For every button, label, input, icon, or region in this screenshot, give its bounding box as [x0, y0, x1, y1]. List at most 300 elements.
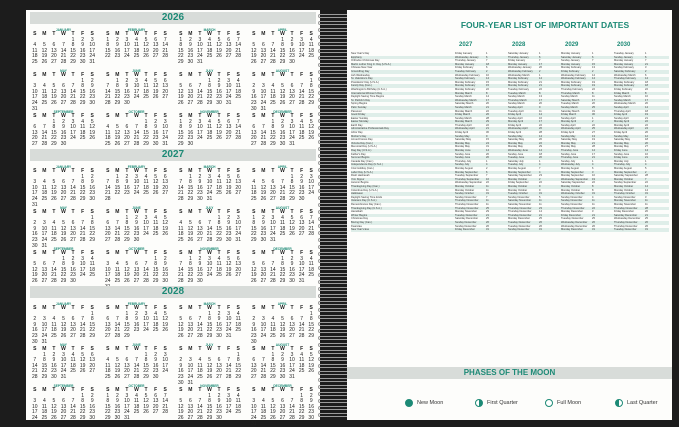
- day-number[interactable]: 20: [70, 231, 76, 238]
- day-number[interactable]: 31: [225, 332, 232, 339]
- day-number[interactable]: 11: [251, 184, 257, 191]
- day-number[interactable]: 27: [152, 53, 159, 60]
- day-number[interactable]: 2: [154, 118, 158, 125]
- day-number[interactable]: 22: [298, 409, 305, 416]
- day-number[interactable]: 17: [133, 184, 140, 191]
- day-number[interactable]: 23: [51, 368, 57, 375]
- day-number[interactable]: 10: [41, 225, 48, 232]
- day-number[interactable]: 25: [260, 414, 267, 421]
- day-number[interactable]: 4: [42, 398, 46, 405]
- day-number[interactable]: 21: [70, 409, 76, 416]
- day-number[interactable]: 1: [125, 214, 129, 221]
- day-number[interactable]: 21: [235, 129, 241, 136]
- day-number[interactable]: 27: [197, 236, 203, 243]
- day-number[interactable]: 18: [152, 321, 159, 328]
- day-number[interactable]: 3: [198, 118, 202, 125]
- day-number[interactable]: 3: [163, 118, 167, 125]
- day-number[interactable]: 16: [216, 88, 222, 95]
- day-number[interactable]: 7: [106, 179, 110, 186]
- day-number[interactable]: 24: [41, 236, 48, 243]
- day-number[interactable]: 25: [41, 195, 48, 202]
- day-number[interactable]: 9: [90, 179, 94, 186]
- day-number[interactable]: 27: [289, 99, 295, 106]
- day-number[interactable]: 5: [115, 124, 119, 131]
- day-number[interactable]: 14: [32, 362, 38, 369]
- day-number[interactable]: 28: [162, 409, 168, 416]
- day-number[interactable]: 27: [51, 58, 57, 65]
- day-number[interactable]: 3: [33, 398, 37, 405]
- day-number[interactable]: 4: [300, 351, 304, 358]
- day-number[interactable]: 23: [260, 231, 267, 238]
- day-number[interactable]: 23: [152, 135, 159, 142]
- day-number[interactable]: 29: [152, 277, 159, 284]
- day-number[interactable]: 16: [260, 225, 267, 232]
- day-number[interactable]: 29: [206, 99, 213, 106]
- day-number[interactable]: 24: [124, 409, 130, 416]
- day-number[interactable]: 1: [236, 351, 240, 358]
- day-number[interactable]: 15: [216, 225, 222, 232]
- day-number[interactable]: 10: [133, 83, 140, 90]
- day-number[interactable]: 17: [298, 266, 305, 273]
- day-number[interactable]: 16: [89, 403, 95, 410]
- day-number[interactable]: 20: [298, 225, 305, 232]
- day-number[interactable]: 4: [208, 36, 211, 43]
- day-number[interactable]: 28: [178, 195, 184, 202]
- day-number[interactable]: 7: [198, 83, 202, 90]
- day-number[interactable]: 15: [270, 362, 276, 369]
- day-number[interactable]: 5: [217, 36, 221, 43]
- day-number[interactable]: 6: [106, 220, 110, 227]
- day-number[interactable]: 29: [289, 195, 295, 202]
- day-number[interactable]: 15: [206, 88, 213, 95]
- day-number[interactable]: 8: [125, 220, 129, 227]
- day-number[interactable]: 19: [143, 403, 149, 410]
- day-number[interactable]: 14: [70, 184, 76, 191]
- day-number[interactable]: 5: [179, 316, 183, 323]
- day-number[interactable]: 16: [251, 327, 257, 334]
- day-number[interactable]: 20: [162, 88, 168, 95]
- day-number[interactable]: 2: [281, 118, 284, 125]
- day-number[interactable]: 1: [208, 310, 211, 317]
- day-number[interactable]: 11: [216, 261, 222, 268]
- day-number[interactable]: 21: [133, 135, 140, 142]
- day-number[interactable]: 22: [70, 53, 76, 60]
- day-number[interactable]: 22: [251, 231, 257, 238]
- day-number[interactable]: 3: [300, 255, 304, 262]
- day-number[interactable]: 3: [163, 351, 167, 358]
- day-number[interactable]: 10: [225, 83, 232, 90]
- day-number[interactable]: 20: [89, 362, 95, 369]
- day-number[interactable]: 3: [90, 36, 94, 43]
- day-number[interactable]: 30: [187, 140, 194, 147]
- day-number[interactable]: 5: [271, 398, 275, 405]
- day-number[interactable]: 9: [115, 42, 119, 49]
- day-number[interactable]: 11: [206, 42, 213, 49]
- day-number[interactable]: 22: [51, 135, 57, 142]
- day-number[interactable]: 5: [115, 357, 119, 364]
- day-number[interactable]: 7: [208, 220, 211, 227]
- day-number[interactable]: 22: [187, 190, 194, 197]
- day-number[interactable]: 6: [252, 124, 256, 131]
- day-number[interactable]: 14: [197, 403, 203, 410]
- day-number[interactable]: 13: [225, 42, 232, 49]
- day-number[interactable]: 22: [152, 272, 159, 279]
- day-number[interactable]: 28: [235, 135, 241, 142]
- day-number[interactable]: 7: [300, 316, 304, 323]
- day-number[interactable]: 9: [281, 124, 284, 131]
- day-number[interactable]: 1: [252, 214, 256, 221]
- day-number[interactable]: 23: [114, 53, 121, 60]
- day-number[interactable]: 26: [41, 58, 48, 65]
- day-number[interactable]: 19: [279, 327, 286, 334]
- day-number[interactable]: 27: [162, 94, 168, 101]
- day-number[interactable]: 19: [162, 321, 168, 328]
- day-number[interactable]: 9: [281, 357, 284, 364]
- day-number[interactable]: 25: [89, 272, 95, 279]
- day-number[interactable]: 21: [197, 94, 203, 101]
- day-number[interactable]: 12: [206, 362, 213, 369]
- day-number[interactable]: 22: [114, 190, 121, 197]
- day-number[interactable]: 8: [236, 357, 240, 364]
- day-number[interactable]: 2: [115, 36, 119, 43]
- day-number[interactable]: 13: [216, 362, 222, 369]
- day-number[interactable]: 16: [187, 129, 194, 136]
- day-number[interactable]: 28: [270, 277, 276, 284]
- day-number[interactable]: 23: [187, 135, 194, 142]
- day-number[interactable]: 10: [60, 357, 67, 364]
- day-number[interactable]: 28: [51, 277, 57, 284]
- day-number[interactable]: 4: [42, 179, 46, 186]
- day-number[interactable]: 20: [41, 272, 48, 279]
- day-number[interactable]: 25: [178, 236, 184, 243]
- day-number[interactable]: 16: [225, 225, 232, 232]
- day-number[interactable]: 10: [162, 357, 168, 364]
- day-number[interactable]: 17: [162, 362, 168, 369]
- day-number[interactable]: 17: [308, 184, 314, 191]
- day-number[interactable]: 8: [271, 357, 275, 364]
- day-number[interactable]: 16: [197, 184, 203, 191]
- day-number[interactable]: 9: [125, 179, 129, 186]
- day-number[interactable]: 23: [216, 327, 222, 334]
- day-number[interactable]: 7: [198, 398, 202, 405]
- day-number[interactable]: 29: [51, 140, 57, 147]
- day-number[interactable]: 25: [70, 368, 76, 375]
- day-number[interactable]: 5: [90, 118, 94, 125]
- day-number[interactable]: 8: [144, 124, 148, 131]
- day-number[interactable]: 24: [124, 53, 130, 60]
- day-number[interactable]: 11: [70, 357, 76, 364]
- day-number[interactable]: 6: [290, 316, 294, 323]
- day-number[interactable]: 26: [279, 332, 286, 339]
- day-number[interactable]: 2: [188, 36, 192, 43]
- day-number[interactable]: 29: [41, 373, 48, 380]
- day-number[interactable]: 12: [178, 321, 184, 328]
- day-number[interactable]: 11: [32, 47, 38, 54]
- day-number[interactable]: 27: [60, 414, 67, 421]
- day-number[interactable]: 24: [79, 272, 86, 279]
- day-number[interactable]: 30: [197, 195, 203, 202]
- day-number[interactable]: 10: [32, 184, 38, 191]
- day-number[interactable]: 6: [42, 261, 46, 268]
- day-number[interactable]: 22: [178, 135, 184, 142]
- day-number[interactable]: 10: [70, 124, 76, 131]
- day-number[interactable]: 24: [235, 231, 241, 238]
- day-number[interactable]: 3: [261, 316, 265, 323]
- day-number[interactable]: 11: [153, 220, 159, 227]
- day-number[interactable]: 4: [236, 392, 240, 399]
- day-number[interactable]: 22: [41, 368, 48, 375]
- day-number[interactable]: 2: [135, 214, 138, 221]
- day-number[interactable]: 25: [105, 373, 111, 380]
- day-number[interactable]: 23: [279, 135, 286, 142]
- day-number[interactable]: 20: [260, 53, 267, 60]
- day-number[interactable]: 1: [208, 77, 211, 84]
- day-number[interactable]: 3: [106, 261, 110, 268]
- day-number[interactable]: 20: [225, 47, 232, 54]
- day-number[interactable]: 24: [289, 135, 295, 142]
- day-number[interactable]: 21: [197, 409, 203, 416]
- day-number[interactable]: 6: [62, 398, 65, 405]
- day-number[interactable]: 21: [206, 231, 213, 238]
- day-number[interactable]: 14: [197, 88, 203, 95]
- day-number[interactable]: 20: [124, 368, 130, 375]
- day-number[interactable]: 22: [79, 409, 86, 416]
- day-number[interactable]: 26: [225, 190, 232, 197]
- day-number[interactable]: 24: [162, 368, 168, 375]
- day-number[interactable]: 26: [251, 277, 257, 284]
- day-number[interactable]: 14: [133, 129, 140, 136]
- day-number[interactable]: 2: [62, 118, 65, 125]
- day-number[interactable]: 2: [290, 36, 294, 43]
- day-number[interactable]: 13: [289, 88, 295, 95]
- day-number[interactable]: 1: [115, 77, 119, 84]
- day-number[interactable]: 31: [32, 105, 38, 110]
- day-number[interactable]: 6: [217, 357, 221, 364]
- day-number[interactable]: 30: [216, 99, 222, 106]
- day-number[interactable]: 8: [208, 83, 211, 90]
- day-number[interactable]: 7: [62, 42, 65, 49]
- day-number[interactable]: 28: [260, 373, 267, 380]
- day-number[interactable]: 7: [115, 316, 119, 323]
- day-number[interactable]: 11: [235, 83, 241, 90]
- day-number[interactable]: 14: [162, 42, 168, 49]
- day-number[interactable]: 7: [300, 83, 304, 90]
- day-number[interactable]: 29: [178, 140, 184, 147]
- day-number[interactable]: 7: [163, 392, 167, 399]
- day-number[interactable]: 14: [235, 42, 241, 49]
- day-number[interactable]: 30: [298, 195, 305, 202]
- day-number[interactable]: 8: [179, 124, 183, 131]
- day-number[interactable]: 8: [208, 398, 211, 405]
- day-number[interactable]: 1: [106, 36, 110, 43]
- day-number[interactable]: 15: [187, 184, 194, 191]
- day-number[interactable]: 22: [216, 231, 222, 238]
- day-number[interactable]: 6: [236, 173, 240, 180]
- day-number[interactable]: 2: [309, 392, 313, 399]
- day-number[interactable]: 8: [115, 83, 119, 90]
- day-number[interactable]: 2: [71, 255, 75, 262]
- day-number[interactable]: 18: [41, 190, 48, 197]
- day-number[interactable]: 7: [236, 118, 240, 125]
- day-number[interactable]: 17: [289, 362, 295, 369]
- day-number[interactable]: 18: [51, 327, 57, 334]
- day-number[interactable]: 10: [133, 179, 140, 186]
- day-number[interactable]: 20: [70, 327, 76, 334]
- day-number[interactable]: 19: [143, 47, 149, 54]
- day-number[interactable]: 27: [289, 332, 295, 339]
- day-number[interactable]: 23: [308, 409, 314, 416]
- day-number[interactable]: 25: [216, 190, 222, 197]
- day-number[interactable]: 7: [42, 124, 46, 131]
- day-number[interactable]: 12: [162, 220, 168, 227]
- day-number[interactable]: 10: [124, 42, 130, 49]
- day-number[interactable]: 20: [124, 135, 130, 142]
- day-number[interactable]: 21: [70, 94, 76, 101]
- day-number[interactable]: 24: [225, 94, 232, 101]
- day-number[interactable]: 29: [279, 277, 286, 284]
- day-number[interactable]: 5: [188, 220, 192, 227]
- day-number[interactable]: 9: [71, 261, 75, 268]
- day-number[interactable]: 21: [162, 47, 168, 54]
- day-number[interactable]: 3: [208, 173, 211, 180]
- day-number[interactable]: 2: [261, 214, 265, 221]
- day-number[interactable]: 3: [125, 36, 129, 43]
- day-number[interactable]: 27: [298, 231, 305, 238]
- day-number[interactable]: 5: [33, 261, 37, 268]
- day-number[interactable]: 10: [298, 261, 305, 268]
- day-number[interactable]: 23: [133, 231, 140, 238]
- day-number[interactable]: 26: [260, 195, 267, 202]
- day-number[interactable]: 18: [105, 135, 111, 142]
- day-number[interactable]: 13: [60, 403, 67, 410]
- day-number[interactable]: 9: [90, 83, 94, 90]
- day-number[interactable]: 11: [41, 88, 47, 95]
- day-number[interactable]: 3: [135, 77, 138, 84]
- day-number[interactable]: 24: [32, 99, 38, 106]
- day-number[interactable]: 13: [187, 88, 194, 95]
- day-number[interactable]: 16: [133, 225, 140, 232]
- day-number[interactable]: 12: [41, 47, 48, 54]
- day-number[interactable]: 19: [60, 327, 67, 334]
- day-number[interactable]: 7: [71, 179, 75, 186]
- day-number[interactable]: 22: [105, 53, 111, 60]
- day-number[interactable]: 15: [308, 88, 314, 95]
- day-number[interactable]: 3: [33, 83, 37, 90]
- day-number[interactable]: 22: [308, 94, 314, 101]
- day-number[interactable]: 3: [33, 179, 37, 186]
- day-number[interactable]: 31: [32, 201, 38, 206]
- day-number[interactable]: 26: [279, 99, 286, 106]
- day-number[interactable]: 16: [187, 47, 194, 54]
- day-number[interactable]: 14: [270, 266, 276, 273]
- day-number[interactable]: 20: [60, 409, 67, 416]
- day-number[interactable]: 22: [143, 368, 149, 375]
- day-number[interactable]: 16: [32, 327, 38, 334]
- day-number[interactable]: 24: [225, 327, 232, 334]
- day-number[interactable]: 3: [271, 214, 275, 221]
- day-number[interactable]: 1: [281, 36, 284, 43]
- day-number[interactable]: 4: [300, 118, 304, 125]
- day-number[interactable]: 7: [81, 220, 85, 227]
- day-number[interactable]: 21: [32, 368, 38, 375]
- day-number[interactable]: 16: [114, 47, 121, 54]
- day-number[interactable]: 18: [114, 272, 121, 279]
- day-number[interactable]: 13: [260, 47, 267, 54]
- day-number[interactable]: 1: [179, 36, 183, 43]
- day-number[interactable]: 12: [114, 362, 121, 369]
- day-number[interactable]: 25: [308, 272, 314, 279]
- day-number[interactable]: 9: [62, 124, 65, 131]
- day-number[interactable]: 16: [279, 129, 286, 136]
- day-number[interactable]: 11: [143, 83, 149, 90]
- day-number[interactable]: 29: [308, 332, 314, 339]
- day-number[interactable]: 10: [41, 321, 48, 328]
- day-number[interactable]: 30: [225, 236, 232, 243]
- day-number[interactable]: 26: [187, 236, 194, 243]
- day-number[interactable]: 13: [105, 321, 111, 328]
- day-number[interactable]: 23: [216, 409, 222, 416]
- day-number[interactable]: 27: [260, 277, 267, 284]
- day-number[interactable]: 25: [51, 236, 57, 243]
- day-number[interactable]: 6: [271, 179, 275, 186]
- day-number[interactable]: 3: [300, 36, 304, 43]
- day-number[interactable]: 18: [51, 231, 57, 238]
- day-number[interactable]: 8: [71, 42, 75, 49]
- day-number[interactable]: 12: [32, 266, 38, 273]
- day-number[interactable]: 24: [70, 135, 76, 142]
- day-number[interactable]: 3: [227, 310, 231, 317]
- day-number[interactable]: 13: [270, 184, 276, 191]
- day-number[interactable]: 5: [227, 173, 231, 180]
- day-number[interactable]: 24: [206, 272, 213, 279]
- day-number[interactable]: 25: [51, 332, 57, 339]
- day-number[interactable]: 11: [80, 124, 86, 131]
- day-number[interactable]: 1: [300, 392, 304, 399]
- day-number[interactable]: 23: [152, 368, 159, 375]
- day-number[interactable]: 26: [114, 140, 121, 147]
- day-number[interactable]: 1: [71, 36, 75, 43]
- day-number[interactable]: 29: [279, 58, 286, 65]
- day-number[interactable]: 19: [270, 409, 276, 416]
- day-number[interactable]: 18: [32, 53, 38, 60]
- day-number[interactable]: 9: [252, 88, 256, 95]
- day-number[interactable]: 14: [70, 403, 76, 410]
- day-number[interactable]: 10: [298, 42, 305, 49]
- day-number[interactable]: 24: [308, 190, 314, 197]
- day-number[interactable]: 2: [179, 357, 183, 364]
- day-number[interactable]: 3: [290, 118, 294, 125]
- day-number[interactable]: 12: [270, 403, 276, 410]
- day-number[interactable]: 10: [225, 316, 232, 323]
- day-number[interactable]: 22: [289, 190, 295, 197]
- day-number[interactable]: 16: [124, 88, 130, 95]
- day-number[interactable]: 22: [143, 135, 149, 142]
- day-number[interactable]: 16: [152, 362, 159, 369]
- day-number[interactable]: 9: [33, 321, 37, 328]
- day-number[interactable]: 2: [52, 351, 56, 358]
- day-number[interactable]: 10: [270, 220, 276, 227]
- day-number[interactable]: 16: [216, 321, 222, 328]
- day-number[interactable]: 12: [260, 184, 267, 191]
- day-number[interactable]: 21: [260, 135, 267, 142]
- day-number[interactable]: 20: [251, 135, 257, 142]
- day-number[interactable]: 4: [198, 357, 202, 364]
- day-number[interactable]: 26: [79, 368, 86, 375]
- day-number[interactable]: 9: [252, 321, 256, 328]
- day-number[interactable]: 17: [197, 47, 203, 54]
- day-number[interactable]: 20: [289, 327, 295, 334]
- day-number[interactable]: 13: [152, 398, 159, 405]
